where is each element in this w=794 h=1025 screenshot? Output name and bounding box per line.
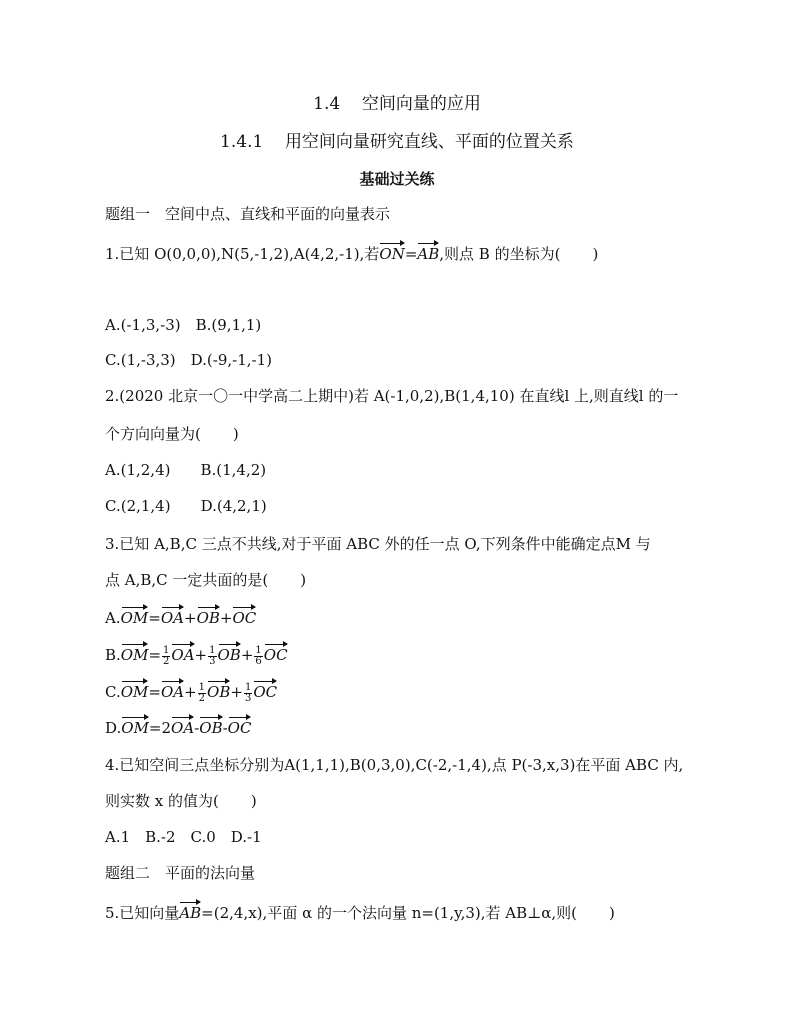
vector-om: OM (121, 606, 149, 628)
vector-ab: AB (417, 242, 439, 264)
question-3-option-c: C.OM=OA+ $\frac{1}{2}$ OB+ $\frac{1}{3}$ OC (105, 681, 278, 704)
vector-oc: OC (253, 680, 277, 702)
question-2-options-cd: C.(2,1,4) D.(4,2,1) (105, 497, 267, 515)
vector-ob: OB (207, 680, 230, 702)
question-2-stem-line2: 个方向向量为( ) (105, 425, 239, 443)
vector-on: ON (379, 242, 404, 264)
vector-ab: AB (179, 901, 201, 923)
vector-oc: OC (232, 606, 256, 628)
question-1-options-ab: A.(-1,3,-3) B.(9,1,1) (105, 316, 262, 334)
vector-om: OM (121, 716, 149, 738)
question-3-stem-line2: 点 A,B,C 一定共面的是( ) (105, 571, 307, 589)
vector-oa: OA (171, 643, 194, 665)
vector-oa: OA (161, 680, 184, 702)
vector-oc: OC (264, 643, 288, 665)
question-3-option-a: A.OM=OA+OB+OC (105, 606, 256, 628)
question-2-options-ab: A.(1,2,4) B.(1,4,2) (105, 461, 267, 479)
question-5-stem: 5.已知向量AB=(2,4,x),平面 α 的一个法向量 n=(1,y,3),若 AB⊥α,则( ) (105, 901, 615, 923)
subsection-number: 1.4.1 (220, 132, 264, 152)
vector-ob: OB (199, 716, 222, 738)
vector-om: OM (121, 643, 149, 665)
subsection-title: 用空间向量研究直线、平面的位置关系 (284, 132, 574, 152)
fraction: $\frac{1}{2}$ (163, 644, 170, 667)
group-heading-2: 题组二 平面的法向量 (105, 864, 256, 882)
question-3-stem-line1: 3.已知 A,B,C 三点不共线,对于平面 ABC 外的任一点 O,下列条件中能确定点M 与 (105, 535, 651, 553)
question-2-stem-line1: 2.(2020 北京一〇一中学高二上期中)若 A(-1,0,2),B(1,4,10) 在直线l 上,则直线l 的一 (105, 387, 679, 405)
fraction: $\frac{1}{2}$ (198, 681, 206, 704)
question-4-stem-line2: 则实数 x 的值为( ) (105, 792, 257, 810)
question-1-options-cd: C.(1,-3,3) D.(-9,-1,-1) (105, 351, 272, 369)
fraction: $\frac{1}{6}$ (255, 644, 262, 667)
question-4-options: A.1 B.-2 C.0 D.-1 (105, 828, 262, 846)
question-3-option-b: B.OM= $\frac{1}{2}$ OA+ $\frac{1}{3}$ OB+ $\frac{1}{6}$ OC (105, 644, 288, 667)
vector-oa: OA (171, 716, 194, 738)
fraction: $\frac{1}{3}$ (209, 644, 216, 667)
vector-ob: OB (197, 606, 220, 628)
question-4-stem-line1: 4.已知空间三点坐标分别为A(1,1,1),B(0,3,0),C(-2,-1,4),点 P(-3,x,3)在平面 ABC 内, (105, 756, 684, 774)
vector-oc: OC (228, 716, 252, 738)
vector-ob: OB (218, 643, 241, 665)
section-title: 空间向量的应用 (361, 94, 481, 114)
group-heading-1: 题组一 空间中点、直线和平面的向量表示 (105, 205, 391, 223)
vector-om: OM (121, 680, 149, 702)
practice-title: 基础过关练 (359, 170, 435, 188)
section-heading (0, 92, 794, 116)
question-1-stem: 1.已知 O(0,0,0),N(5,-1,2),A(4,2,-1),若ON=AB,则点 B 的坐标为( ) (105, 242, 598, 264)
vector-oa: OA (161, 606, 184, 628)
question-3-option-d: D.OM=2OA-OB-OC (105, 716, 251, 738)
section-number: 1.4 (313, 94, 341, 114)
subsection-heading (0, 130, 794, 154)
fraction: $\frac{1}{3}$ (244, 681, 252, 704)
